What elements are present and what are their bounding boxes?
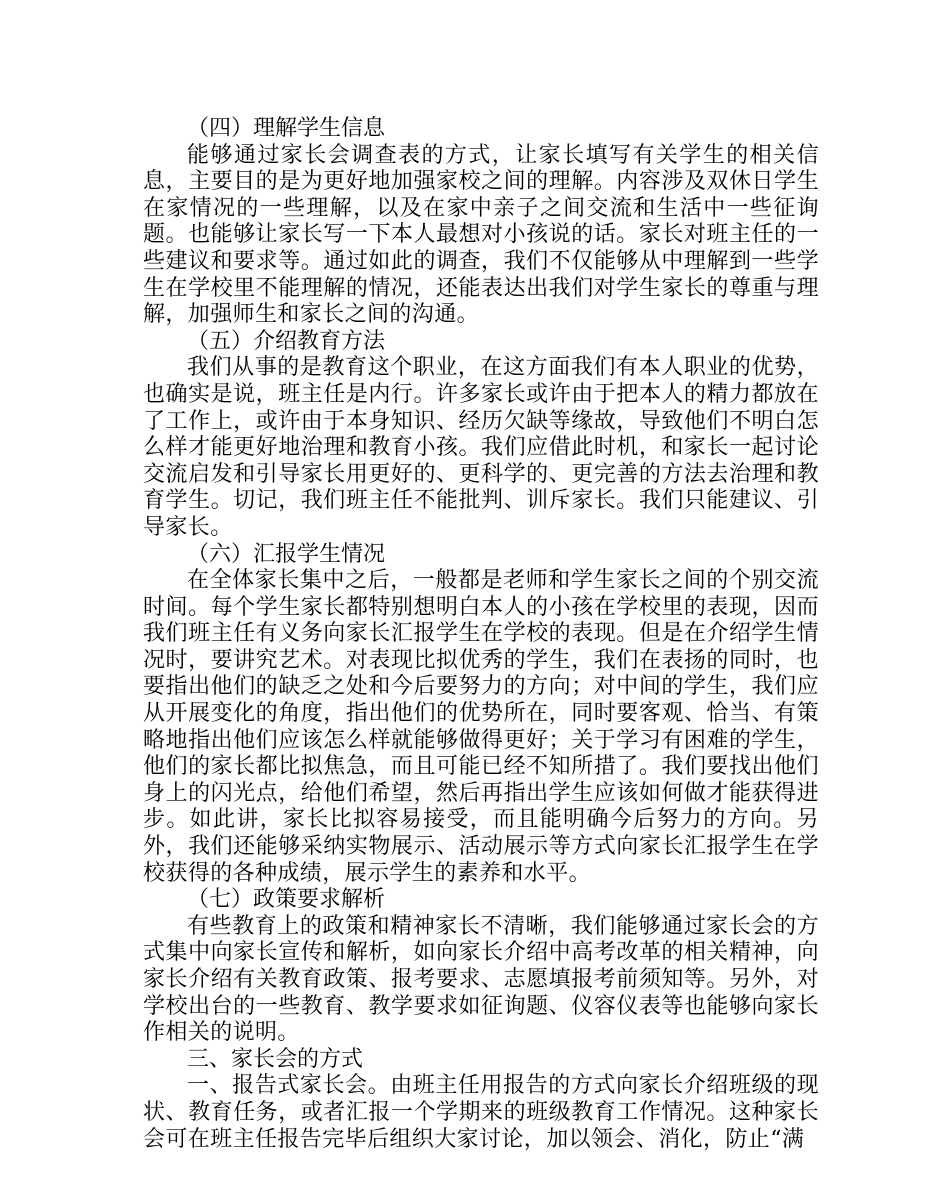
section-heading-report-student-situation: （六）汇报学生情况	[187, 541, 386, 567]
section-heading-policy-analysis: （七）政策要求解析	[187, 887, 386, 913]
document-page	[143, 116, 819, 1153]
section-heading-education-methods: （五）介绍教育方法	[187, 328, 386, 354]
section-heading-meeting-formats: 三、家长会的方式	[187, 1046, 364, 1072]
paragraph-report-style-meeting: 一、报告式家长会。由班主任用报告的方式向家长介绍班级的现状、教育任务，或者汇报一个学期来的班级教育工作情况。这种家长会可在班主任报告完毕后组织大家讨论，加以领会、消化，防止“满	[143, 1073, 819, 1152]
paragraph-understand-student-info: 能够通过家长会调查表的方式，让家长填写有关学生的相关信息，主要目的是为更好地加强家校之间的理解。内容涉及双休日学生在家情况的一些理解，以及在家中亲子之间交流和生活中一些征询题。也能够让家长写一下本人最想对小孩说的话。家长对班主任的一些建议和要求等。通过如此的调查，我们不仅能够从中理解到一些学生在学校里不能理解的情况，还能表达出我们对学生家长的尊重与理解，加强师生和家长之间的沟通。	[143, 142, 819, 328]
paragraph-education-methods: 我们从事的是教育这个职业，在这方面我们有本人职业的优势，也确实是说，班主任是内行。许多家长或许由于把本人的精力都放在了工作上，或许由于本身知识、经历欠缺等缘故，导致他们不明白怎么样才能更好地治理和教育小孩。我们应借此时机，和家长一起讨论交流启发和引导家长用更好的、更科学的、更完善的方法去治理和教育学生。切记，我们班主任不能批判、训斥家长。我们只能建议、引导家长。	[143, 355, 819, 540]
section-heading-understand-student-info: （四）理解学生信息	[187, 116, 386, 141]
paragraph-policy-analysis: 有些教育上的政策和精神家长不清晰，我们能够通过家长会的方式集中向家长宣传和解析，如向家长介绍中高考改革的相关精神，向家长介绍有关教育政策、报考要求、志愿填报考前须知等。另外，对学校出台的一些教育、教学要求如征询题、仪容仪表等也能够向家长作相关的说明。	[143, 913, 819, 1046]
paragraph-report-student-situation: 在全体家长集中之后，一般都是老师和学生家长之间的个别交流时间。每个学生家长都特别想明白本人的小孩在学校里的表现，因而我们班主任有义务向家长汇报学生在学校的表现。但是在介绍学生情况时，要讲究艺术。对表现比拟优秀的学生，我们在表扬的同时，也要指出他们的缺乏之处和今后要努力的方向；对中间的学生，我们应从开展变化的角度，指出他们的优势所在，同时要客观、恰当、有策略地指出他们应该怎么样就能够做得更好；关于学习有困难的学生，他们的家长都比拟焦急，而且可能已经不知所措了。我们要找出他们身上的闪光点，给他们希望，然后再指出学生应该如何做才能获得进步。如此讲，家长比拟容易接受，而且能明确今后努力的方向。另外，我们还能够采纳实物展示、活动展示等方式向家长汇报学生在学校获得的各种成绩，展示学生的素养和水平。	[143, 568, 819, 886]
